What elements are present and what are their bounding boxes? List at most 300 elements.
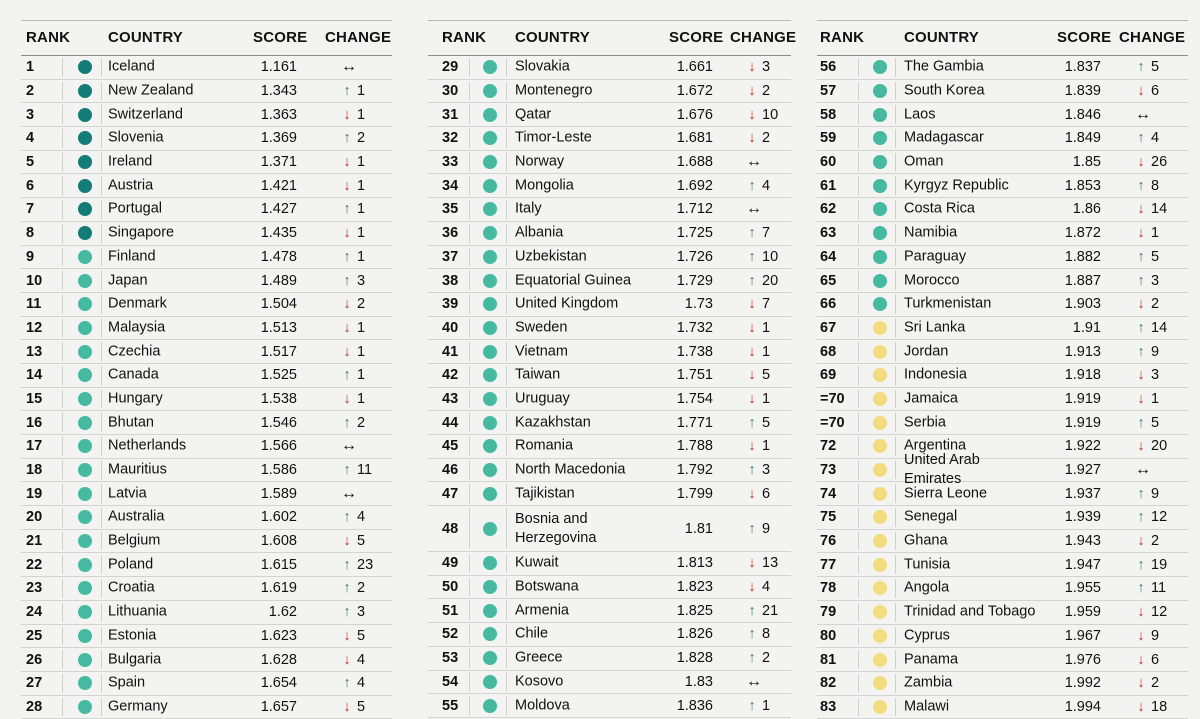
category-dot-icon <box>873 321 887 335</box>
change-value: 5 <box>762 414 771 431</box>
column-divider <box>469 129 470 148</box>
category-dot-icon <box>78 202 92 216</box>
change-cell <box>746 462 770 478</box>
arrow-up-icon: ↑ <box>1137 556 1145 573</box>
change-value: 2 <box>762 650 771 667</box>
column-divider <box>101 413 102 432</box>
score-column-header: SCORE <box>1057 29 1112 46</box>
column-divider <box>469 413 470 432</box>
column-divider <box>895 153 896 172</box>
column-divider <box>858 579 859 598</box>
column-divider <box>62 484 63 503</box>
category-dot-icon <box>78 463 92 477</box>
rank-value: 32 <box>442 130 459 147</box>
category-dot-icon <box>873 605 887 619</box>
rank-value: 61 <box>820 177 837 194</box>
score-value: 1.943 <box>1064 533 1101 550</box>
column-divider <box>895 461 896 480</box>
country-name: Laos <box>904 106 936 123</box>
score-value: 1.738 <box>676 343 713 360</box>
table-row <box>817 103 1188 127</box>
category-dot-icon <box>483 226 497 240</box>
column-divider <box>469 200 470 219</box>
rank-value: 16 <box>26 414 43 431</box>
score-value: 1.161 <box>260 59 297 76</box>
category-dot-icon <box>873 345 887 359</box>
table-row <box>428 694 791 718</box>
change-cell <box>746 249 778 265</box>
change-cell <box>746 273 778 289</box>
rank-value: 3 <box>26 106 35 123</box>
table-row <box>428 222 791 246</box>
category-dot-icon <box>873 108 887 122</box>
column-divider <box>895 224 896 243</box>
change-cell <box>746 673 762 691</box>
category-dot-icon <box>483 274 497 288</box>
change-cell <box>341 533 365 549</box>
change-cell <box>1135 154 1167 170</box>
change-cell <box>1135 249 1159 265</box>
change-value: 1 <box>1151 390 1160 407</box>
column-divider <box>895 390 896 409</box>
table-row <box>428 482 791 506</box>
column-divider <box>469 105 470 124</box>
score-value: 1.628 <box>260 651 297 668</box>
column-divider <box>62 248 63 267</box>
column-divider <box>858 603 859 622</box>
category-dot-icon <box>78 250 92 264</box>
rank-value: 13 <box>26 343 43 360</box>
change-cell <box>746 178 770 194</box>
category-dot-icon <box>873 581 887 595</box>
table-row <box>817 553 1188 577</box>
table-row <box>21 174 392 198</box>
change-cell <box>1135 201 1167 217</box>
change-cell <box>341 107 365 123</box>
column-divider <box>858 153 859 172</box>
table-row <box>21 56 392 80</box>
table-row <box>817 388 1188 412</box>
rank-value: 1 <box>26 59 35 76</box>
column-divider <box>469 673 470 692</box>
arrow-up-icon: ↑ <box>343 675 351 692</box>
arrow-down-icon: ↓ <box>748 59 756 76</box>
change-column-header: CHANGE <box>325 29 392 46</box>
change-value: 3 <box>357 272 366 289</box>
arrow-down-icon: ↓ <box>1137 225 1145 242</box>
column-divider <box>895 200 896 219</box>
change-value: 2 <box>762 130 771 147</box>
change-value: 8 <box>762 626 771 643</box>
change-value: 11 <box>1151 580 1167 597</box>
score-value: 1.435 <box>260 225 297 242</box>
arrow-down-icon: ↓ <box>1137 367 1145 384</box>
arrow-up-icon: ↑ <box>343 272 351 289</box>
category-dot-icon <box>78 653 92 667</box>
column-divider <box>101 627 102 646</box>
table-row <box>817 482 1188 506</box>
country-name: Czechia <box>108 343 161 360</box>
column-divider <box>469 319 470 338</box>
table-row <box>817 452 1188 488</box>
column-divider <box>101 508 102 527</box>
score-value: 1.615 <box>260 556 297 573</box>
change-value: 2 <box>357 130 366 147</box>
change-value: 20 <box>762 272 779 289</box>
country-name: Jordan <box>904 343 949 360</box>
rank-value: 10 <box>26 272 43 289</box>
score-value: 1.672 <box>676 83 713 100</box>
country-name: New Zealand <box>108 82 194 99</box>
arrow-up-icon: ↑ <box>343 556 351 573</box>
table-row <box>21 246 392 270</box>
category-dot-icon <box>873 463 887 477</box>
score-value: 1.86 <box>1072 201 1101 218</box>
rank-value: 5 <box>26 154 35 171</box>
arrow-up-icon: ↑ <box>748 520 756 537</box>
change-cell <box>341 201 365 217</box>
column-divider <box>62 627 63 646</box>
change-cell <box>746 603 778 619</box>
country-name: Panama <box>904 651 959 668</box>
arrow-down-icon: ↓ <box>748 83 756 100</box>
change-value: 3 <box>357 604 366 621</box>
arrow-up-icon: ↑ <box>748 225 756 242</box>
country-name: Malawi <box>904 698 950 715</box>
score-value: 1.421 <box>260 177 297 194</box>
rank-value: 38 <box>442 272 459 289</box>
country-name: Zambia <box>904 674 953 691</box>
column-divider <box>895 248 896 267</box>
table-row <box>817 696 1188 719</box>
table-row <box>21 269 392 293</box>
arrow-up-icon: ↑ <box>343 130 351 147</box>
rank-column-header: RANK <box>820 29 865 46</box>
table-row <box>21 127 392 151</box>
column-divider <box>858 271 859 290</box>
arrow-up-icon: ↑ <box>343 367 351 384</box>
change-value: 20 <box>1151 438 1168 455</box>
change-cell <box>746 521 770 537</box>
table-row <box>21 340 392 364</box>
category-dot-icon <box>483 699 497 713</box>
country-name: Vietnam <box>515 343 568 360</box>
change-value: 1 <box>357 83 366 100</box>
table-row <box>428 56 791 80</box>
column-divider <box>101 698 102 717</box>
change-value: 4 <box>357 651 366 668</box>
column-divider <box>895 366 896 385</box>
category-dot-icon <box>483 345 497 359</box>
change-cell <box>1135 628 1159 644</box>
arrow-down-icon: ↓ <box>343 225 351 242</box>
arrow-down-icon: ↓ <box>343 154 351 171</box>
arrow-down-icon: ↓ <box>343 177 351 194</box>
rank-value: 57 <box>820 83 837 100</box>
country-name: Kuwait <box>515 554 559 571</box>
country-name: Paraguay <box>904 248 967 265</box>
arrow-up-icon: ↑ <box>1137 248 1145 265</box>
category-dot-icon <box>873 439 887 453</box>
column-divider <box>62 319 63 338</box>
table-row <box>428 103 791 127</box>
table-row <box>21 625 392 649</box>
arrow-down-icon: ↓ <box>1137 438 1145 455</box>
category-dot-icon <box>483 202 497 216</box>
column-divider <box>858 555 859 574</box>
table-row <box>817 340 1188 364</box>
table-row <box>21 364 392 388</box>
change-value: 1 <box>357 106 366 123</box>
column-divider <box>895 579 896 598</box>
country-name: Sri Lanka <box>904 319 966 336</box>
column-divider <box>101 603 102 622</box>
column-divider <box>858 129 859 148</box>
rank-value: 35 <box>442 201 459 218</box>
table-row <box>817 530 1188 554</box>
ranking-table-1 <box>21 20 392 719</box>
column-divider <box>506 153 507 172</box>
score-value: 1.919 <box>1064 390 1101 407</box>
rank-value: 80 <box>820 627 837 644</box>
category-dot-icon <box>873 416 887 430</box>
score-value: 1.513 <box>260 319 297 336</box>
change-column-header: CHANGE <box>1119 29 1186 46</box>
country-column-header: COUNTRY <box>108 29 184 46</box>
change-cell <box>1135 106 1151 124</box>
table-row <box>817 625 1188 649</box>
change-cell <box>746 698 770 714</box>
arrow-up-icon: ↑ <box>1137 414 1145 431</box>
category-dot-icon <box>483 392 497 406</box>
country-name: Moldova <box>515 697 570 714</box>
country-name: Mongolia <box>515 177 574 194</box>
country-name: Angola <box>904 579 950 596</box>
category-dot-icon <box>78 439 92 453</box>
category-dot-icon <box>78 392 92 406</box>
change-value: 1 <box>762 343 771 360</box>
category-dot-icon <box>78 581 92 595</box>
rank-value: 69 <box>820 367 837 384</box>
table-row <box>817 293 1188 317</box>
column-divider <box>469 696 470 715</box>
table-row <box>21 577 392 601</box>
arrow-down-icon: ↓ <box>343 698 351 715</box>
score-value: 1.83 <box>684 673 713 690</box>
rank-value: 12 <box>26 319 43 336</box>
score-value: 1.712 <box>676 201 713 218</box>
change-value: 10 <box>762 106 779 123</box>
score-value: 1.608 <box>260 533 297 550</box>
country-name: Indonesia <box>904 366 967 383</box>
change-cell <box>341 415 365 431</box>
change-value: 1 <box>357 154 366 171</box>
column-divider <box>895 342 896 361</box>
column-divider <box>101 461 102 480</box>
column-divider <box>506 649 507 668</box>
change-value: 7 <box>762 296 771 313</box>
arrow-down-icon: ↓ <box>343 390 351 407</box>
table-row <box>428 246 791 270</box>
country-name: Timor-Leste <box>515 129 592 146</box>
arrow-down-icon: ↓ <box>1137 627 1145 644</box>
score-value: 1.882 <box>1064 248 1101 265</box>
country-name: Switzerland <box>108 106 183 123</box>
country-name: Denmark <box>108 295 167 312</box>
arrow-both-icon: ↔ <box>746 200 762 218</box>
column-divider <box>506 554 507 573</box>
column-divider <box>469 224 470 243</box>
score-value: 1.967 <box>1064 627 1101 644</box>
change-column-header: CHANGE <box>730 29 797 46</box>
category-dot-icon <box>483 250 497 264</box>
rank-value: 58 <box>820 106 837 123</box>
table-row <box>21 151 392 175</box>
column-divider <box>858 82 859 101</box>
change-cell <box>1135 296 1159 312</box>
arrow-up-icon: ↑ <box>343 509 351 526</box>
category-dot-icon <box>78 487 92 501</box>
arrow-down-icon: ↓ <box>343 343 351 360</box>
score-value: 1.676 <box>676 106 713 123</box>
column-divider <box>469 366 470 385</box>
score-value: 1.619 <box>260 580 297 597</box>
column-divider <box>469 508 470 549</box>
table-row <box>428 435 791 459</box>
country-name: Chile <box>515 625 549 642</box>
score-value: 1.823 <box>676 579 713 596</box>
change-cell <box>341 154 365 170</box>
column-divider <box>101 129 102 148</box>
rank-value: 83 <box>820 698 837 715</box>
arrow-both-icon: ↔ <box>341 437 357 455</box>
score-value: 1.62 <box>268 604 297 621</box>
rank-value: 48 <box>442 520 459 537</box>
arrow-up-icon: ↑ <box>748 602 756 619</box>
category-dot-icon <box>483 556 497 570</box>
score-value: 1.525 <box>260 367 297 384</box>
country-name: Argentina <box>904 437 967 454</box>
country-name: The Gambia <box>904 58 984 75</box>
table-row <box>817 269 1188 293</box>
country-name: Hungary <box>108 390 163 407</box>
rank-value: 42 <box>442 367 459 384</box>
country-name: Costa Rica <box>904 200 975 217</box>
category-dot-icon <box>78 534 92 548</box>
arrow-down-icon: ↓ <box>1137 698 1145 715</box>
category-dot-icon <box>873 274 887 288</box>
change-cell <box>746 296 770 312</box>
column-divider <box>858 650 859 669</box>
change-cell <box>341 699 365 715</box>
score-value: 1.729 <box>676 272 713 289</box>
change-value: 4 <box>357 675 366 692</box>
change-value: 4 <box>762 579 771 596</box>
country-name: Bhutan <box>108 414 154 431</box>
column-divider <box>101 319 102 338</box>
score-value: 1.726 <box>676 248 713 265</box>
score-value: 1.825 <box>676 602 713 619</box>
change-value: 3 <box>1151 367 1160 384</box>
category-dot-icon <box>873 155 887 169</box>
category-dot-icon <box>483 155 497 169</box>
column-divider <box>101 532 102 551</box>
category-dot-icon <box>78 274 92 288</box>
score-value: 1.919 <box>1064 414 1101 431</box>
column-divider <box>506 342 507 361</box>
score-value: 1.369 <box>260 130 297 147</box>
change-cell <box>341 320 365 336</box>
score-value: 1.586 <box>260 462 297 479</box>
change-cell <box>746 83 770 99</box>
column-divider <box>506 625 507 644</box>
column-divider <box>506 200 507 219</box>
score-value: 1.751 <box>676 367 713 384</box>
category-dot-icon <box>873 368 887 382</box>
column-divider <box>469 578 470 597</box>
category-dot-icon <box>483 416 497 430</box>
change-cell <box>341 296 365 312</box>
country-name: Equatorial Guinea <box>515 272 632 289</box>
arrow-both-icon: ↔ <box>746 672 762 690</box>
category-dot-icon <box>483 651 497 665</box>
rank-value: 45 <box>442 438 459 455</box>
column-divider <box>895 627 896 646</box>
country-name: Qatar <box>515 106 552 123</box>
rank-value: 14 <box>26 367 43 384</box>
arrow-down-icon: ↓ <box>748 390 756 407</box>
change-value: 1 <box>357 367 366 384</box>
column-divider <box>506 461 507 480</box>
rank-value: 26 <box>26 651 43 668</box>
score-value: 1.918 <box>1064 367 1101 384</box>
score-value: 1.661 <box>676 59 713 76</box>
country-name: United Kingdom <box>515 295 619 312</box>
country-name: Madagascar <box>904 129 984 146</box>
rank-value: 62 <box>820 201 837 218</box>
rank-value: 72 <box>820 438 837 455</box>
change-cell <box>341 652 365 668</box>
arrow-both-icon: ↔ <box>1135 461 1151 479</box>
change-cell <box>746 486 770 502</box>
rank-value: =70 <box>820 414 845 431</box>
column-divider <box>858 437 859 456</box>
rank-value: 4 <box>26 130 35 147</box>
rank-value: 41 <box>442 343 459 360</box>
score-value: 1.959 <box>1064 604 1101 621</box>
category-dot-icon <box>483 321 497 335</box>
table-header <box>817 20 1188 56</box>
arrow-down-icon: ↓ <box>748 555 756 572</box>
change-cell <box>341 437 357 455</box>
column-divider <box>895 674 896 693</box>
column-divider <box>506 105 507 124</box>
category-dot-icon <box>78 155 92 169</box>
arrow-up-icon: ↑ <box>1137 59 1145 76</box>
rank-value: 11 <box>26 296 42 313</box>
column-divider <box>62 129 63 148</box>
rank-value: 60 <box>820 154 837 171</box>
column-divider <box>506 248 507 267</box>
country-name: Austria <box>108 177 154 194</box>
arrow-up-icon: ↑ <box>343 604 351 621</box>
change-cell <box>341 604 365 620</box>
country-name: Montenegro <box>515 82 593 99</box>
table-row <box>428 151 791 175</box>
column-divider <box>895 58 896 77</box>
arrow-down-icon: ↓ <box>748 130 756 147</box>
change-cell <box>1135 533 1159 549</box>
